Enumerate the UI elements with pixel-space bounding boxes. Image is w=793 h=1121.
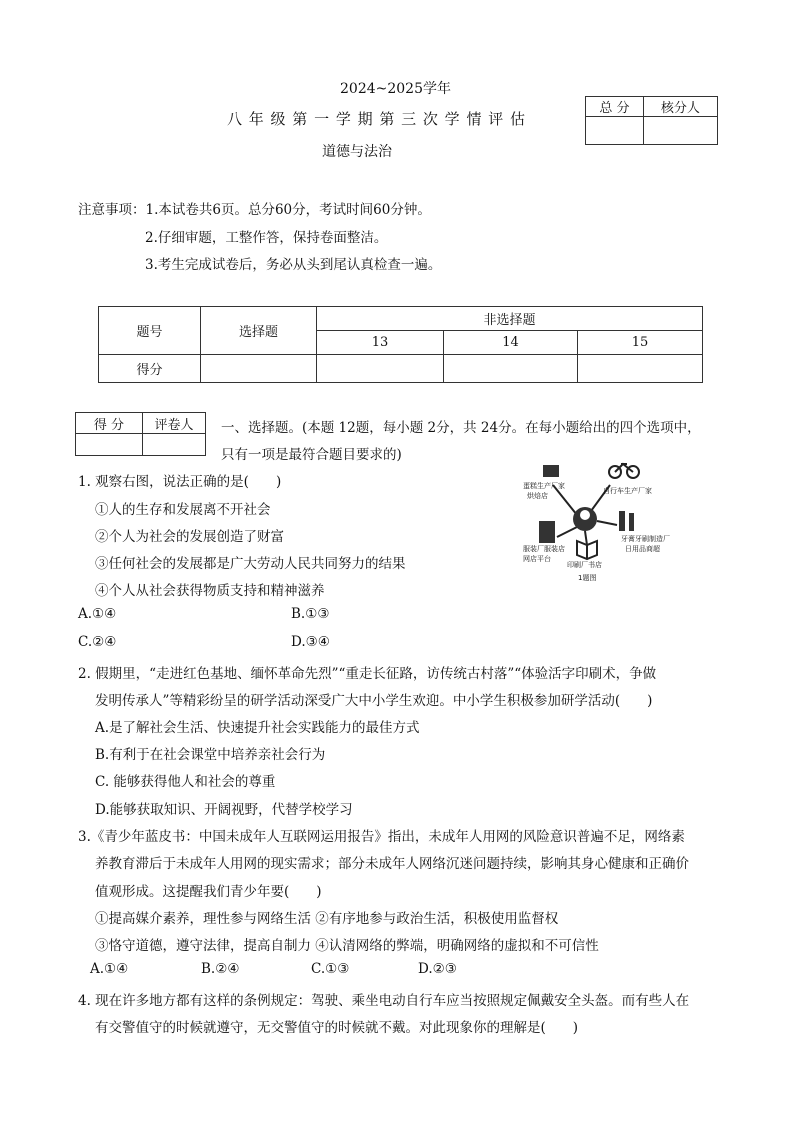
col-13: 13 bbox=[317, 331, 444, 355]
q1-option-a[interactable]: A.①④ bbox=[78, 606, 117, 622]
q1-option-b[interactable]: B.①③ bbox=[291, 606, 330, 622]
q3-line2: 养教育滞后于未成年人用网的现实需求；部分未成年人网络沉迷问题持续，影响其身心健康和正确价 bbox=[95, 856, 689, 872]
figure-label: 印刷厂书店 bbox=[567, 561, 602, 569]
xuanze-header: 选择题 bbox=[201, 307, 317, 355]
subject-title: 道德与法治 bbox=[322, 144, 392, 160]
section1-line2: 只有一项是最符合题目要求的) bbox=[221, 447, 402, 463]
q3-option-c[interactable]: C.①③ bbox=[311, 961, 350, 977]
score-table bbox=[98, 306, 703, 383]
figure-caption: 1题图 bbox=[578, 574, 597, 582]
q4-line2: 有交警值守的时候就遵守，无交警值守的时候就不戴。对此现象你的理解是( ) bbox=[95, 1020, 579, 1036]
cake-icon bbox=[543, 465, 559, 477]
q3-option-a[interactable]: A.①④ bbox=[90, 961, 129, 977]
exam-title: 八 年 级 第 一 学 期 第 三 次 学 情 评 估 bbox=[227, 110, 526, 128]
defen-label: 得分 bbox=[99, 355, 201, 383]
score-cell[interactable] bbox=[201, 355, 317, 383]
q2-option-d[interactable]: D.能够获取知识、开阔视野，代替学校学习 bbox=[95, 802, 353, 818]
grader-box bbox=[75, 412, 206, 456]
bicycle-icon bbox=[609, 464, 639, 478]
figure-label: 牙膏牙刷制造厂 bbox=[621, 535, 670, 543]
col-14: 14 bbox=[444, 331, 578, 355]
total-score-cell[interactable] bbox=[586, 117, 644, 145]
toothbrush-icon bbox=[619, 511, 634, 531]
q2-line1: 2. 假期里，“走进红色基地、缅怀革命先烈”“重走长征路，访传统古村落”“体验活字印刷术，争做 bbox=[78, 666, 657, 682]
q2-line2: 发明传承人”等精彩纷呈的研学活动深受广大中小学生欢迎。中小学生积极参加研学活动( ) bbox=[95, 693, 653, 709]
checker-label: 核分人 bbox=[643, 97, 717, 117]
q1-item: ②个人为社会的发展创造了财富 bbox=[95, 529, 284, 545]
q2-option-c[interactable]: C. 能够获得他人和社会的尊重 bbox=[95, 774, 276, 790]
q3-line3: 值观形成。这提醒我们青少年要( ) bbox=[95, 884, 322, 900]
score-cell[interactable] bbox=[317, 355, 444, 383]
notes-item: 3.考生完成试卷后，务必从头到尾认真检查一遍。 bbox=[145, 257, 442, 273]
figure-label: 烘焙店 bbox=[527, 492, 548, 500]
notes-line-1 bbox=[78, 198, 431, 218]
q1-option-c[interactable]: C.②④ bbox=[78, 634, 117, 650]
figure-label: 自行车生产厂家 bbox=[603, 487, 652, 495]
year-line: 2024~2025学年 bbox=[340, 81, 451, 97]
grader-name-cell[interactable] bbox=[143, 434, 206, 456]
score-cell[interactable] bbox=[444, 355, 578, 383]
figure-label: 网店平台 bbox=[523, 555, 551, 563]
notes-label: 注意事项： bbox=[78, 202, 146, 218]
feixuanze-header: 非选择题 bbox=[317, 307, 703, 331]
col-15: 15 bbox=[578, 331, 703, 355]
notes-item: 1.本试卷共6页。总分60分，考试时间60分钟。 bbox=[145, 202, 431, 218]
q2-option-b[interactable]: B.有利于在社会课堂中培养亲社会行为 bbox=[95, 747, 326, 763]
q2-option-a[interactable]: A.是了解社会生活、快速提升社会实践能力的最佳方式 bbox=[95, 720, 420, 736]
q3-items-1: ①提高媒介素养，理性参与网络生活 ②有序地参与政治生活，积极使用监督权 bbox=[95, 911, 559, 927]
grader-score-cell[interactable] bbox=[76, 434, 143, 456]
section1-line1: 一、选择题。(本题 12题，每小题 2分，共 24分。在每小题给出的四个选项中， bbox=[221, 420, 701, 436]
q1-item: ①人的生存和发展离不开社会 bbox=[95, 502, 271, 518]
tihao-header: 题号 bbox=[99, 307, 201, 355]
q1-item: ③任何社会的发展都是广大劳动人民共同努力的结果 bbox=[95, 556, 406, 572]
q3-items-2: ③恪守道德，遵守法律，提高自制力 ④认清网络的弊端，明确网络的虚拟和不可信性 bbox=[95, 938, 599, 954]
grader-label: 评卷人 bbox=[143, 413, 206, 434]
building-icon bbox=[539, 521, 555, 543]
q1-figure bbox=[505, 455, 715, 590]
figure-label: 服装厂服装店 bbox=[523, 545, 565, 553]
q1-item: ④个人从社会获得物质支持和精神滋养 bbox=[95, 583, 325, 599]
q4-line1: 4. 现在许多地方都有这样的条例规定：驾驶、乘坐电动自行车应当按照规定佩戴安全头盔。而有些人在 bbox=[78, 993, 690, 1009]
checker-cell[interactable] bbox=[643, 117, 717, 145]
figure-label: 日用品商超 bbox=[625, 545, 660, 553]
q3-option-d[interactable]: D.②③ bbox=[418, 961, 457, 977]
q3-line1: 3.《青少年蓝皮书：中国未成年人互联网运用报告》指出，未成年人用网的风险意识普遍不足，网络素 bbox=[78, 829, 685, 845]
total-score-label: 总 分 bbox=[586, 97, 644, 117]
q3-option-b[interactable]: B.②④ bbox=[201, 961, 240, 977]
score-cell[interactable] bbox=[578, 355, 703, 383]
q1-stem: 1. 观察右图，说法正确的是( ) bbox=[78, 474, 282, 490]
figure-label: 蛋糕生产厂家 bbox=[523, 482, 565, 490]
q1-option-d[interactable]: D.③④ bbox=[291, 634, 330, 650]
notes-item: 2.仔细审题，工整作答，保持卷面整洁。 bbox=[145, 230, 388, 246]
grader-score-label: 得 分 bbox=[76, 413, 143, 434]
total-score-box bbox=[585, 96, 718, 145]
